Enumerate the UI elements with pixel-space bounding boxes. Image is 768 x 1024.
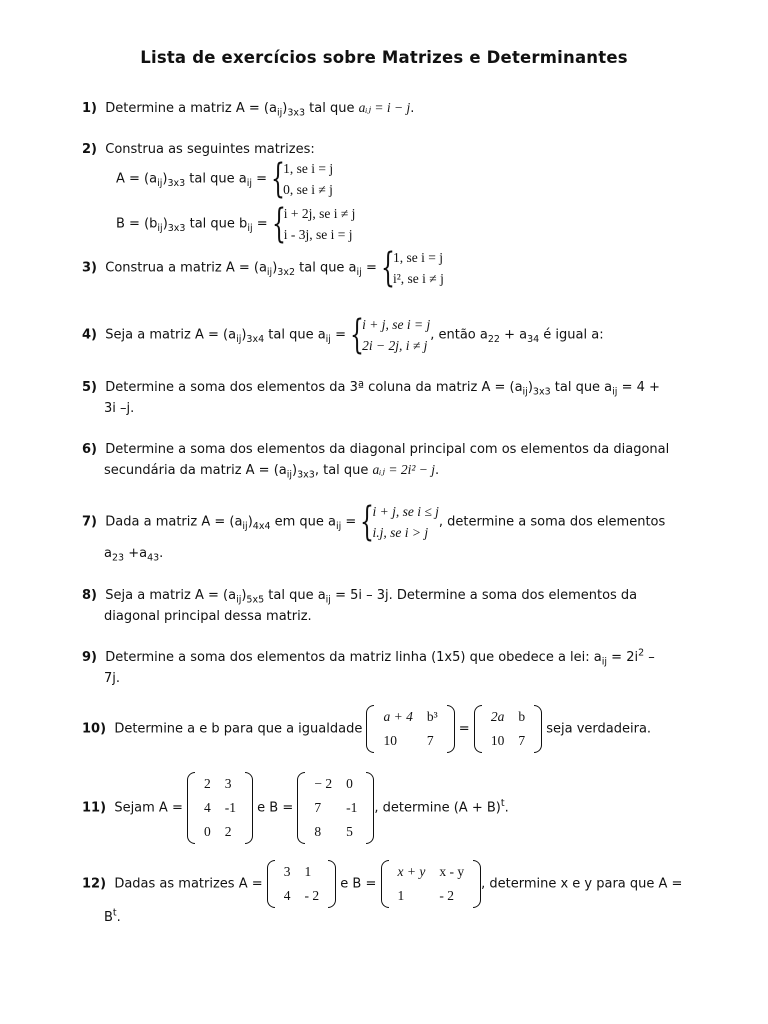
page-title: Lista de exercícios sobre Matrizes e Determinantes xyxy=(140,48,628,67)
exercise-5-continuation: 3i –j. xyxy=(104,401,135,416)
exercise-number: 10) xyxy=(82,721,107,737)
exercise-12: 12) Dadas as matrizes A = 3 1 4 - 2 e B = x + y x - y 1 - 2 , determine x e y para que A = xyxy=(82,860,682,908)
exercise-1: 1) Determine a matriz $A = (a_{ij})_{3x3}$ tal que aᵢⱼ = i − j. xyxy=(82,100,415,119)
exercise-number: 11) xyxy=(82,800,107,816)
exercise-9-continuation: 7j. xyxy=(104,671,121,686)
exercise-11: 11) Sejam A = 2 3 4 -1 0 2 e B = − 2 0 7 -1 8 5 , determine $(A + B)^t$. xyxy=(82,772,509,844)
exercise-9: 9) Determine a soma dos elementos da matriz linha (1x5) que obedece a lei: $a_{ij} = 2i^2$ – xyxy=(82,647,655,668)
matrix-left: a + 4 b³ 10 7 xyxy=(366,705,454,753)
exercise-8-continuation: diagonal principal dessa matriz. xyxy=(104,609,312,624)
exercise-6: 6) Determine a soma dos elementos da diagonal principal com os elementos da diagonal xyxy=(82,442,670,457)
exercise-2: 2) Construa as seguintes matrizes: xyxy=(82,142,315,157)
exercise-number: 9) xyxy=(82,650,97,665)
exercise-number: 5) xyxy=(82,380,97,395)
exercise-5: 5) Determine a soma dos elementos da 3ª coluna da matriz $A = (a_{ij})_{3x3}$ tal que $a_{ij} = 4$ + xyxy=(82,380,660,398)
exercise-number: 2) xyxy=(82,142,97,157)
exercise-number: 7) xyxy=(82,514,97,530)
matrix-b: − 2 0 7 -1 8 5 xyxy=(297,772,374,844)
matrix-a: 2 3 4 -1 0 2 xyxy=(187,772,253,844)
piecewise-definition: { 1, se i = j i², se i ≠ j xyxy=(380,245,444,291)
exercise-12-continuation: $B^t$. xyxy=(104,907,121,925)
matrix-right: 2a b 10 7 xyxy=(474,705,542,753)
exercise-number: 1) xyxy=(82,101,97,116)
formula: aᵢⱼ = 2i² − j xyxy=(372,462,436,477)
exercise-6-continuation: secundária da matriz $A = (a_{ij})_{3x3}$, tal que aᵢⱼ = 2i² − j. xyxy=(104,462,440,481)
exercise-8: 8) Seja a matriz $A = (a_{ij})_{5x5}$ tal que $a_{ij} = 5i - 3j$. Determine a soma dos elementos da xyxy=(82,588,638,606)
exercise-3: 3) Construa a matriz $A = (a_{ij})_{3x2}$ tal que $a_{ij}$ = { 1, se i = j i², se i ≠ j xyxy=(82,245,444,291)
formula: aᵢⱼ = i − j xyxy=(358,100,411,115)
piecewise-definition: { i + j, se i = j 2i − 2j, i ≠ j xyxy=(350,312,431,358)
matrix-b-definition: $B = (b_{ij})_{3x3}$ tal que $b_{ij}$ = { i + 2j, se i ≠ j i - 3j, se i = j xyxy=(116,201,356,247)
piecewise-definition: { i + j, se i ≤ j i.j, se i > j xyxy=(360,499,439,545)
exercise-number: 12) xyxy=(82,876,107,892)
matrix-a-definition: $A = (a_{ij})_{3x3}$ tal que $a_{ij}$ = { 1, se i = j 0, se i ≠ j xyxy=(116,156,334,202)
exercise-4: 4) Seja a matriz $A = (a_{ij})_{3x4}$ tal que $a_{ij}$ = { i + j, se i = j 2i − 2j, i ≠ j , então $a_{22} + a_{34}$ é igual a: xyxy=(82,312,604,358)
exercise-10: 10) Determine a e b para que a igualdade a + 4 b³ 10 7 = 2a b 10 7 seja verdadeira. xyxy=(82,705,651,753)
exercise-7-continuation: $a_{23} +a_{43}$. xyxy=(104,546,164,564)
matrix-b: x + y x - y 1 - 2 xyxy=(381,860,482,908)
exercise-number: 4) xyxy=(82,327,97,343)
piecewise-definition: { 1, se i = j 0, se i ≠ j xyxy=(271,156,334,202)
exercise-number: 8) xyxy=(82,588,97,603)
piecewise-definition: { i + 2j, se i ≠ j i - 3j, se i = j xyxy=(271,201,356,247)
matrix-a: 3 1 4 - 2 xyxy=(267,860,336,908)
exercise-number: 6) xyxy=(82,442,97,457)
exercise-number: 3) xyxy=(82,260,97,276)
exercise-7: 7) Dada a matriz $A = (a_{ij})_{4x4}$ em que $a_{ij}$ = { i + j, se i ≤ j i.j, se i > j , determine a soma dos elementos xyxy=(82,499,666,545)
